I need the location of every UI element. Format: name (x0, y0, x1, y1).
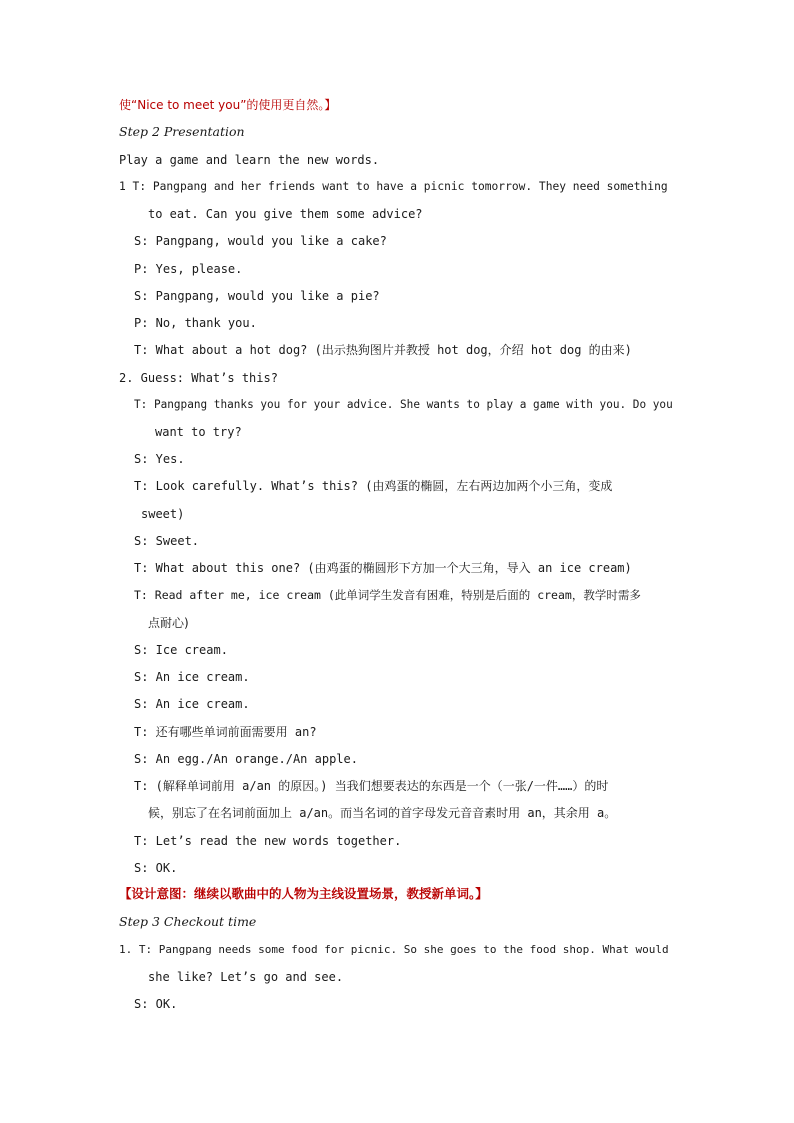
paragraph-line: 1. T: Pangpang needs some food for picnic. So she goes to the food shop. What would (119, 943, 669, 956)
dialogue-line: T: Read after me, ice cream (此单词学生发音有困难，特别是后面的 cream，教学时需多 (134, 588, 641, 602)
dialogue-line: T: What about this one? (由鸡蛋的椭圆形下方加一个大三角，导入 an ice cream) (134, 561, 632, 575)
dialogue-line: T: Look carefully. What’s this? (由鸡蛋的椭圆，左右两边加两个小三角，变成 (134, 479, 613, 493)
dialogue-line: T: Let’s read the new words together. (134, 834, 402, 848)
dialogue-line: 点耐心) (148, 616, 189, 630)
dialogue-line: S: Ice cream. (134, 643, 228, 657)
paragraph-line: Play a game and learn the new words. (119, 153, 380, 167)
dialogue-line: S: Pangpang, would you like a pie? (134, 289, 380, 303)
step-heading: Step 3 Checkout time (119, 914, 257, 929)
dialogue-line: S: Pangpang, would you like a cake? (134, 234, 387, 248)
dialogue-line: T: 还有哪些单词前面需要用 an? (134, 725, 317, 739)
dialogue-line: S: An ice cream. (134, 697, 250, 711)
paragraph-line: she like? Let’s go and see. (148, 970, 344, 984)
dialogue-line: T: What about a hot dog? (出示热狗图片并教授 hot dog，介绍 hot dog 的由来) (134, 343, 632, 357)
dialogue-line: S: An ice cream. (134, 670, 250, 684)
paragraph-line: 1 T: Pangpang and her friends want to have a picnic tomorrow. They need something (119, 180, 668, 193)
paragraph-line: to eat. Can you give them some advice? (148, 207, 423, 221)
dialogue-line: T: (解释单词前用 a/an 的原因。) 当我们想要表达的东西是一个（一张/一件……）的时 (134, 779, 609, 793)
dialogue-line: T: Pangpang thanks you for your advice. She wants to play a game with you. Do you (134, 398, 673, 411)
dialogue-line: S: OK. (134, 997, 178, 1011)
dialogue-line: sweet) (141, 507, 185, 521)
dialogue-line: S: Yes. (134, 452, 185, 466)
paragraph-line: 2. Guess: What’s this? (119, 371, 278, 385)
design-intent-note: 【设计意图：继续以歌曲中的人物为主线设置场景，教授新单词。】 (119, 886, 488, 901)
dialogue-line: want to try? (155, 425, 242, 439)
dialogue-line: S: An egg./An orange./An apple. (134, 752, 358, 766)
dialogue-line: S: Sweet. (134, 534, 200, 548)
step-heading: Step 2 Presentation (119, 124, 245, 139)
design-intent-tail: 使“Nice to meet you”的使用更自然。】 (119, 98, 337, 112)
dialogue-line: P: Yes, please. (134, 262, 243, 276)
dialogue-line: S: OK. (134, 861, 178, 875)
dialogue-line: 候，别忘了在名词前面加上 a/an。而当名词的首字母发元音音素时用 an，其余用 a。 (148, 806, 617, 820)
dialogue-line: P: No, thank you. (134, 316, 257, 330)
